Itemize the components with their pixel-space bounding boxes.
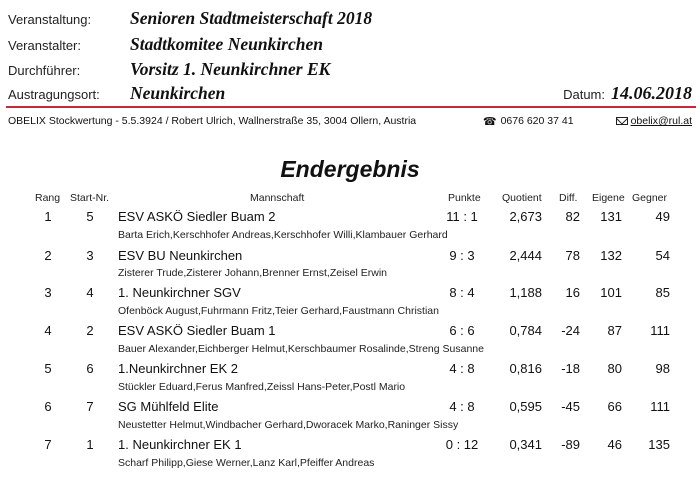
punkte-value: 8 : 4	[449, 285, 475, 300]
col-diff: Diff.	[559, 192, 578, 204]
diff-value: -24	[561, 323, 580, 338]
start-value: 2	[86, 323, 94, 338]
gegner-value: 135	[648, 437, 670, 452]
durchfuehrer-value: Vorsitz 1. Neunkirchner EK	[130, 59, 331, 79]
eigene-value: 66	[607, 399, 622, 414]
eigene-value: 87	[607, 323, 622, 338]
team-name: 1. Neunkirchner SGV	[118, 285, 241, 300]
col-rang: Rang	[35, 192, 61, 204]
team-name: ESV ASKÖ Siedler Buam 1	[118, 323, 276, 338]
start-value: 7	[86, 399, 94, 414]
phone-number: 0676 620 37 41	[500, 115, 574, 127]
gegner-value: 54	[655, 248, 670, 263]
diff-value: -89	[561, 437, 580, 452]
datum-label: Datum:	[563, 87, 605, 102]
punkte-value: 6 : 6	[449, 323, 475, 338]
program-info-line	[8, 113, 692, 129]
header-veranstalter	[8, 34, 323, 56]
team-players: Barta Erich,Kerschhofer Andreas,Kerschhofer Willi,Klambauer Gerhard	[118, 229, 448, 241]
eigene-value: 46	[607, 437, 622, 452]
header-austragungsort	[8, 83, 692, 105]
rang-value: 4	[44, 323, 52, 338]
punkte-value: 9 : 3	[449, 248, 475, 263]
col-punkte: Punkte	[448, 192, 481, 204]
header-veranstaltung	[8, 8, 372, 30]
datum	[563, 83, 692, 104]
diff-value: 78	[565, 248, 580, 263]
col-gegner: Gegner	[632, 192, 668, 204]
diff-value: 82	[565, 209, 580, 224]
team-name: ESV BU Neunkirchen	[118, 248, 243, 263]
quotient-value: 0,595	[509, 399, 542, 414]
gegner-value: 49	[655, 209, 670, 224]
eigene-value: 131	[600, 209, 622, 224]
page-title: Endergebnis	[280, 156, 420, 182]
austragungsort-label: Austragungsort:	[8, 87, 100, 102]
punkte-value: 11 : 1	[446, 209, 478, 224]
rang-value: 5	[44, 361, 52, 376]
eigene-value: 80	[607, 361, 622, 376]
veranstalter-label: Veranstalter:	[8, 38, 81, 53]
rang-value: 1	[44, 209, 52, 224]
quotient-value: 1,188	[509, 285, 542, 300]
obelix-info: OBELIX Stockwertung - 5.5.3924 / Robert Ulrich, Wallnerstraße 35, 3004 Ollern, Austria	[8, 115, 417, 127]
team-name: 1. Neunkirchner EK 1	[118, 437, 242, 452]
quotient-value: 2,673	[509, 209, 542, 224]
quotient-value: 2,444	[509, 248, 542, 263]
email-link[interactable]: obelix@rul.at	[630, 115, 692, 127]
team-players: Stückler Eduard,Ferus Manfred,Zeissl Hans-Peter,Postl Mario	[118, 381, 406, 393]
col-start: Start-Nr.	[70, 192, 110, 204]
col-quotient: Quotient	[502, 192, 542, 204]
phone	[483, 115, 574, 128]
veranstaltung-label: Veranstaltung:	[8, 12, 92, 27]
austragungsort-value: Neunkirchen	[130, 83, 226, 103]
gegner-value: 111	[650, 323, 670, 338]
email	[616, 115, 692, 127]
col-mannschaft: Mannschaft	[250, 192, 305, 204]
team-players: Zisterer Trude,Zisterer Johann,Brenner Ernst,Zeisel Erwin	[118, 267, 388, 279]
team-players: Ofenböck August,Fuhrmann Fritz,Teier Gerhard,Faustmann Christian	[118, 305, 439, 317]
quotient-value: 0,784	[509, 323, 542, 338]
phone-icon: ☎	[482, 115, 497, 128]
datum-value: 14.06.2018	[611, 83, 692, 103]
punkte-value: 0 : 12	[445, 437, 479, 452]
gegner-value: 98	[655, 361, 670, 376]
rang-value: 3	[44, 285, 52, 300]
eigene-value: 132	[600, 248, 622, 263]
start-value: 3	[86, 248, 94, 263]
eigene-value: 101	[600, 285, 622, 300]
quotient-value: 0,341	[509, 437, 542, 452]
quotient-value: 0,816	[509, 361, 542, 376]
punkte-value: 4 : 8	[449, 361, 475, 376]
team-name: SG Mühlfeld Elite	[118, 399, 219, 414]
gegner-value: 111	[650, 399, 670, 414]
veranstaltung-value: Senioren Stadtmeisterschaft 2018	[130, 8, 373, 28]
punkte-value: 4 : 8	[449, 399, 475, 414]
durchfuehrer-label: Durchführer:	[8, 63, 81, 78]
gegner-value: 85	[655, 285, 670, 300]
rang-value: 6	[44, 399, 52, 414]
team-players: Neustetter Helmut,Windbacher Gerhard,Dworacek Marko,Raninger Sissy	[118, 419, 459, 431]
rang-value: 7	[44, 437, 52, 452]
start-value: 4	[86, 285, 94, 300]
header-durchfuehrer	[8, 59, 330, 81]
team-name: ESV ASKÖ Siedler Buam 2	[118, 209, 276, 224]
start-value: 1	[86, 437, 94, 452]
col-eigene: Eigene	[592, 192, 625, 204]
diff-value: -45	[561, 399, 580, 414]
mail-icon	[616, 117, 628, 125]
start-value: 6	[86, 361, 94, 376]
diff-value: -18	[561, 361, 580, 376]
veranstalter-value: Stadtkomitee Neunkirchen	[130, 34, 323, 54]
team-players: Bauer Alexander,Eichberger Helmut,Kerschbaumer Rosalinde,Streng Susanne	[118, 343, 484, 355]
rang-value: 2	[44, 248, 52, 263]
team-players: Scharf Philipp,Giese Werner,Lanz Karl,Pfeiffer Andreas	[118, 457, 375, 469]
header-divider	[6, 106, 696, 108]
start-value: 5	[86, 209, 94, 224]
team-name: 1.Neunkirchner EK 2	[118, 361, 238, 376]
diff-value: 16	[565, 285, 580, 300]
